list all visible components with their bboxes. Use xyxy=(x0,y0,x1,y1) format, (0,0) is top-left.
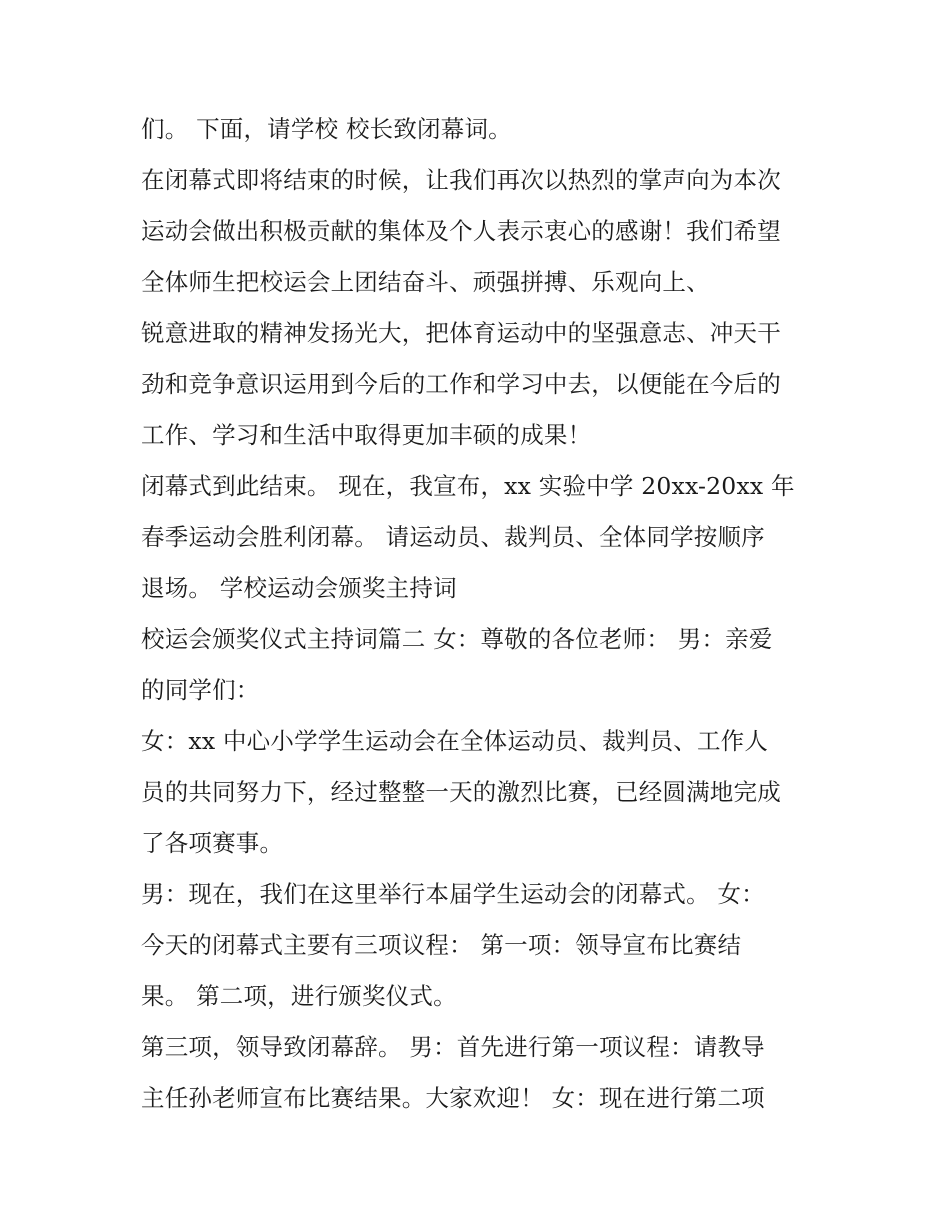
text-line: 校运会颁奖仪式主持词篇二 女：尊敬的各位老师： 男：亲爱 xyxy=(141,625,773,653)
text-line: 劲和竞争意识运用到今后的工作和学习中去，以便能在今后的 xyxy=(141,370,781,398)
text-line: 第三项，领导致闭幕辞。 男：首先进行第一项议程：请教导 xyxy=(141,1033,765,1061)
text-line: 运动会做出积极贡献的集体及个人表示衷心的感谢！我们希望 xyxy=(141,217,781,245)
text-line: 今天的闭幕式主要有三项议程： 第一项：领导宣布比赛结 xyxy=(141,931,742,959)
text-line: 员的共同努力下，经过整整一天的激烈比赛，已经圆满地完成 xyxy=(141,778,781,806)
text-line: 在闭幕式即将结束的时候，让我们再次以热烈的掌声向为本次 xyxy=(141,166,781,194)
text-line: 闭幕式到此结束。 现在，我宣布，xx 实验中学 20xx-20xx 年 xyxy=(141,472,795,500)
text-line: 工作、学习和生活中取得更加丰硕的成果！ xyxy=(141,421,592,449)
text-line: 锐意进取的精神发扬光大，把体育运动中的坚强意志、冲天干 xyxy=(141,319,781,347)
text-line: 了各项赛事。 xyxy=(141,829,284,857)
text-line: 全体师生把校运会上团结奋斗、顽强拼搏、乐观向上、 xyxy=(141,268,710,296)
text-line: 的同学们： xyxy=(141,676,260,704)
text-line: 春季运动会胜利闭幕。 请运动员、裁判员、全体同学按顺序 xyxy=(141,523,765,551)
text-line: 男：现在，我们在这里举行本届学生运动会的闭幕式。 女： xyxy=(141,880,765,908)
text-line: 退场。 学校运动会颁奖主持词 xyxy=(141,574,457,602)
text-line: 果。 第二项，进行颁奖仪式。 xyxy=(141,982,457,1010)
text-line: 女：xx 中心小学学生运动会在全体运动员、裁判员、工作人 xyxy=(141,727,769,755)
text-line: 们。 下面，请学校 校长致闭幕词。 xyxy=(141,115,512,143)
text-line: 主任孙老师宣布比赛结果。大家欢迎！ 女：现在进行第二项 xyxy=(141,1084,765,1112)
